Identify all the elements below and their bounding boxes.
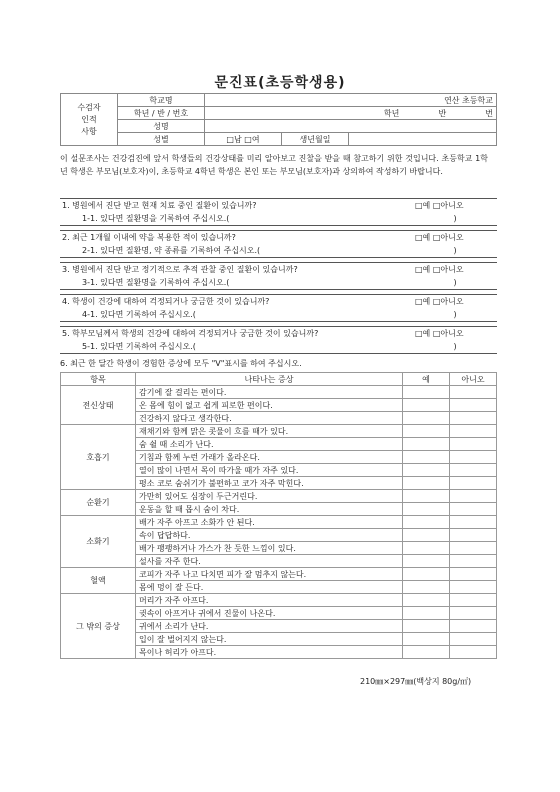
sex-options[interactable] (205, 133, 282, 146)
no-check-cell[interactable] (450, 399, 497, 412)
close-paren: ) (453, 278, 457, 287)
no-check-cell[interactable] (450, 477, 497, 490)
symptom-category: 호흡기 (61, 425, 136, 490)
yes-check-cell[interactable] (403, 412, 450, 425)
question-line (60, 295, 497, 308)
col-yes: 예 (403, 373, 450, 386)
yes-check-cell[interactable] (403, 568, 450, 581)
question-sub-line (60, 212, 497, 225)
yes-check-cell[interactable] (403, 529, 450, 542)
no-check-cell[interactable] (450, 620, 497, 633)
symptom-text: 입이 잘 벌어지지 않는다. (136, 633, 403, 646)
no-check-cell[interactable] (450, 503, 497, 516)
table-row (61, 386, 497, 399)
no-check-cell[interactable] (450, 386, 497, 399)
table-row (61, 568, 497, 581)
question-sub-line (60, 244, 497, 257)
yes-check-cell[interactable] (403, 516, 450, 529)
yes-no-checkbox[interactable]: □예 □아니오 (415, 233, 464, 242)
question-text: 4. 학생이 건강에 대하여 걱정되거나 궁금한 것이 있습니까? (62, 297, 270, 306)
no-check-cell[interactable] (450, 646, 497, 659)
close-paren: ) (453, 310, 457, 319)
school-label: 학교명 (118, 94, 205, 107)
question-sub-text[interactable]: 3-1. 있다면 질환명을 기록하여 주십시오.( (82, 278, 230, 287)
no-check-cell[interactable] (450, 581, 497, 594)
table-row (61, 516, 497, 529)
no-check-cell[interactable] (450, 464, 497, 477)
grade-unit: 학년 (383, 108, 400, 118)
no-check-cell[interactable] (450, 555, 497, 568)
yes-check-cell[interactable] (403, 646, 450, 659)
yes-check-cell[interactable] (403, 620, 450, 633)
no-check-cell[interactable] (450, 412, 497, 425)
male-checkbox[interactable]: □남 (226, 134, 242, 144)
yes-no-checkbox[interactable]: □예 □아니오 (415, 265, 464, 274)
no-check-cell[interactable] (450, 438, 497, 451)
dob-label: 생년월일 (282, 133, 349, 146)
no-check-cell[interactable] (450, 542, 497, 555)
yes-no-checkbox[interactable]: □예 □아니오 (415, 329, 464, 338)
symptom-table (60, 372, 497, 659)
symptom-text: 배가 팽팽하거나 가스가 찬 듯한 느낌이 있다. (136, 542, 403, 555)
symptom-text: 배가 자주 아프고 소화가 안 된다. (136, 516, 403, 529)
symptom-question: 6. 최근 한 달간 학생이 경험한 증상에 모두 "V"표시를 하여 주십시오. (60, 359, 302, 368)
symptom-text: 설사를 자주 한다. (136, 555, 403, 568)
question-block (60, 262, 497, 290)
yes-no-checkbox[interactable]: □예 □아니오 (415, 297, 464, 306)
yes-check-cell[interactable] (403, 399, 450, 412)
yes-check-cell[interactable] (403, 425, 450, 438)
sex-label: 성별 (118, 133, 205, 146)
symptom-category: 그 밖의 증상 (61, 594, 136, 659)
question-sub-text[interactable]: 2-1. 있다면 질환명, 약 종류를 기록하여 주십시오.( (82, 246, 261, 255)
close-paren: ) (453, 246, 457, 255)
no-check-cell[interactable] (450, 451, 497, 464)
question-sub-line (60, 276, 497, 289)
no-check-cell[interactable] (450, 425, 497, 438)
page-title: 문진표(초등학생용) (214, 75, 346, 91)
question-line (60, 263, 497, 276)
col-no: 아니오 (450, 373, 497, 386)
table-row (61, 594, 497, 607)
yes-check-cell[interactable] (403, 555, 450, 568)
table-row (61, 425, 497, 438)
question-text: 2. 최근 1개월 이내에 약을 복용한 적이 있습니까? (62, 233, 236, 242)
col-symptom: 나타나는 증상 (136, 373, 403, 386)
table-row (61, 490, 497, 503)
symptom-text: 기침과 함께 누런 가래가 올라온다. (136, 451, 403, 464)
question-sub-text[interactable]: 5-1. 있다면 기록하여 주십시오.( (82, 342, 196, 351)
symptom-category: 혈액 (61, 568, 136, 594)
symptom-text: 목이나 허리가 아프다. (136, 646, 403, 659)
yes-check-cell[interactable] (403, 438, 450, 451)
question-block (60, 230, 497, 258)
question-block (60, 294, 497, 322)
grade-field[interactable] (205, 107, 497, 120)
school-value[interactable]: 연산 초등학교 (205, 94, 497, 107)
yes-check-cell[interactable] (403, 490, 450, 503)
no-check-cell[interactable] (450, 594, 497, 607)
symptom-category: 전신상태 (61, 386, 136, 425)
yes-check-cell[interactable] (403, 477, 450, 490)
no-check-cell[interactable] (450, 529, 497, 542)
symptom-text: 평소 코로 숨쉬기가 불편하고 코가 자주 막힌다. (136, 477, 403, 490)
symptom-category: 소화기 (61, 516, 136, 568)
no-check-cell[interactable] (450, 607, 497, 620)
yes-check-cell[interactable] (403, 464, 450, 477)
symptom-text: 귀에서 소리가 난다. (136, 620, 403, 633)
symptom-text: 몸에 멍이 잘 든다. (136, 581, 403, 594)
symptom-text: 속이 답답하다. (136, 529, 403, 542)
paper-spec: 210㎜×297㎜(백상지 80g/㎡) (360, 677, 472, 686)
yes-check-cell[interactable] (403, 503, 450, 516)
name-field[interactable] (205, 120, 497, 133)
question-sub-text[interactable]: 4-1. 있다면 기록하여 주십시오.( (82, 310, 196, 319)
symptom-text: 숨 쉴 때 소리가 난다. (136, 438, 403, 451)
symptom-text: 운동을 할 때 몹시 숨이 차다. (136, 503, 403, 516)
symptom-category: 순환기 (61, 490, 136, 516)
yes-check-cell[interactable] (403, 594, 450, 607)
question-block (60, 198, 497, 226)
examinee-info-table (60, 93, 497, 146)
question-line (60, 327, 497, 340)
female-checkbox[interactable]: □여 (244, 134, 260, 144)
yes-check-cell[interactable] (403, 633, 450, 646)
symptom-text: 감기에 잘 걸리는 편이다. (136, 386, 403, 399)
symptom-text: 건강하지 않다고 생각한다. (136, 412, 403, 425)
question-sub-line (60, 340, 497, 353)
symptom-text: 귓속이 아프거나 귀에서 진물이 나온다. (136, 607, 403, 620)
question-sub-text[interactable]: 1-1. 있다면 질환명을 기록하여 주십시오.( (82, 214, 230, 223)
yes-check-cell[interactable] (403, 386, 450, 399)
question-line (60, 199, 497, 212)
symptom-text: 코피가 자주 나고 다치면 피가 잘 멈추지 않는다. (136, 568, 403, 581)
close-paren: ) (453, 214, 457, 223)
yes-check-cell[interactable] (403, 607, 450, 620)
question-block (60, 326, 497, 354)
no-check-cell[interactable] (450, 633, 497, 646)
symptom-text: 재채기와 함께 맑은 콧물이 흐를 때가 있다. (136, 425, 403, 438)
number-unit: 번 (485, 108, 493, 118)
name-label: 성명 (118, 120, 205, 133)
grade-label: 학년 / 반 / 번호 (118, 107, 205, 120)
no-check-cell[interactable] (450, 490, 497, 503)
yes-no-checkbox[interactable]: □예 □아니오 (415, 201, 464, 210)
yes-check-cell[interactable] (403, 451, 450, 464)
class-unit: 반 (438, 108, 447, 118)
close-paren: ) (453, 342, 457, 351)
question-text: 1. 병원에서 진단 받고 현재 치료 중인 질환이 있습니까? (62, 201, 257, 210)
no-check-cell[interactable] (450, 568, 497, 581)
symptom-text: 온 몸에 힘이 없고 쉽게 피로한 편이다. (136, 399, 403, 412)
symptom-text: 머리가 자주 아프다. (136, 594, 403, 607)
question-sub-line (60, 308, 497, 321)
question-text: 5. 학부모님께서 학생의 건강에 대하여 걱정되거나 궁금한 것이 있습니까? (62, 329, 319, 338)
question-text: 3. 병원에서 진단 받고 정기적으로 추적 관찰 중인 질환이 있습니까? (62, 265, 298, 274)
col-category: 항목 (61, 373, 136, 386)
yes-check-cell[interactable] (403, 581, 450, 594)
dob-field[interactable] (349, 133, 497, 146)
symptom-text: 열이 많이 나면서 목이 따가울 때가 자주 있다. (136, 464, 403, 477)
no-check-cell[interactable] (450, 516, 497, 529)
symptom-text: 가만히 있어도 심장이 두근거린다. (136, 490, 403, 503)
survey-description: 이 설문조사는 건강검진에 앞서 학생들의 건강상태를 미리 알아보고 진찰을 받을 때 참고하기 위한 것입니다. 초등학교 1학년 학생은 부모님(보호자)이, 초등학교 4학년 학생은 본인 또는 부모님(보호자)과 상의하여 작성하기 바랍니다. (60, 154, 488, 176)
question-line (60, 231, 497, 244)
section-label: 수검자 인적 사항 (61, 94, 118, 146)
yes-check-cell[interactable] (403, 542, 450, 555)
